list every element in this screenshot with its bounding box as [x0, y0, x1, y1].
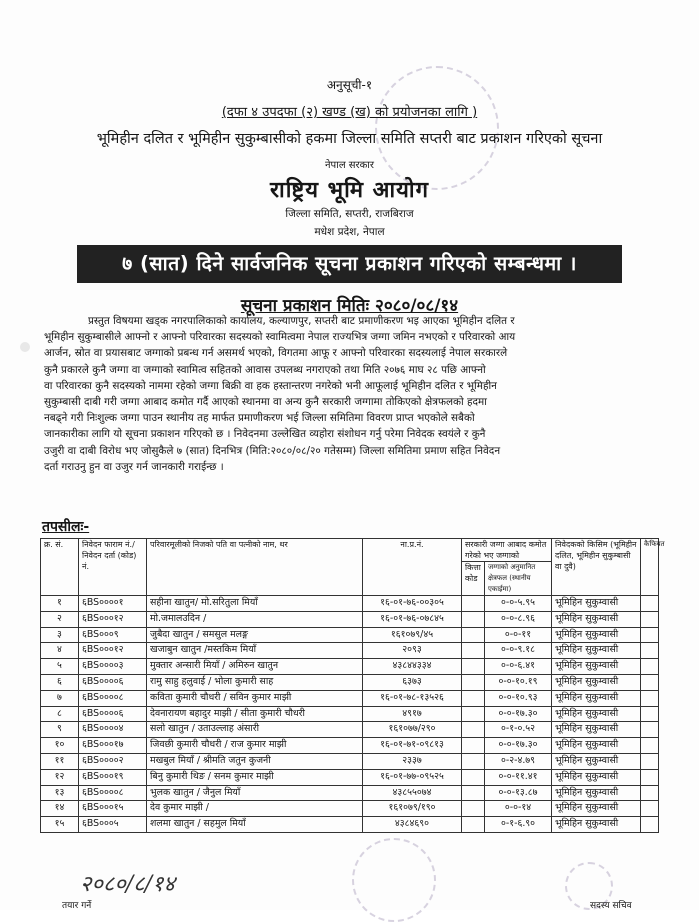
name-cell: देव कुमार माझी /: [147, 801, 363, 817]
area-cell: ०-०-१०.१९: [485, 674, 552, 690]
category-cell: भूमिहिन सुकुम्वासी: [552, 817, 641, 833]
serial-cell: ३: [41, 627, 79, 643]
citizenship-cell: ६३७३: [363, 674, 462, 690]
plot-code-cell: [462, 801, 485, 817]
area-cell: ०-०-१७.३०: [485, 706, 552, 722]
table-row: [41, 674, 659, 690]
application-code-cell: ६BS००००८: [79, 690, 147, 706]
citizenship-cell: १६१०७९/४५: [363, 627, 462, 643]
application-code-cell: ६BS०००१५: [79, 801, 147, 817]
col-land-header: सरकारी जग्गा आबाद कमोत गरेको भए जग्गाको: [462, 539, 552, 562]
plot-code-cell: [462, 722, 485, 738]
table-row: [41, 627, 659, 643]
table-row: [41, 801, 659, 817]
plot-code-cell: [462, 738, 485, 754]
area-cell: ०-०-१०.९३: [485, 690, 552, 706]
citizenship-cell: १६-०१-७७-०९५२५: [363, 769, 462, 785]
category-cell: भूमिहिन सुकुम्वासी: [552, 801, 641, 817]
application-code-cell: ६BS०००१९: [79, 769, 147, 785]
member-secretary-label: सदस्य सचिव: [590, 901, 632, 911]
citizenship-cell: १६१०७७/२९०: [363, 722, 462, 738]
application-code-cell: ६BS०००१२: [79, 643, 147, 659]
application-code-cell: ६BS००००६: [79, 674, 147, 690]
details-heading: तपसीलः-: [42, 519, 90, 535]
table-row: [41, 611, 659, 627]
remarks-cell: [641, 690, 659, 706]
category-cell: भूमिहिन सुकुम्वासी: [552, 596, 641, 612]
col-serial-header: क्र. सं.: [41, 539, 79, 596]
serial-cell: ८: [41, 706, 79, 722]
citizenship-cell: ४३८५५०७४: [363, 785, 462, 801]
category-cell: भूमिहिन सुकुम्वासी: [552, 690, 641, 706]
category-cell: भूमिहिन सुकुम्वासी: [552, 611, 641, 627]
plot-code-cell: [462, 690, 485, 706]
remarks-cell: [641, 627, 659, 643]
remarks-cell: [641, 706, 659, 722]
table-row: [41, 738, 659, 754]
table-row: [41, 690, 659, 706]
remarks-cell: [641, 753, 659, 769]
application-code-cell: ६BS०००९: [79, 627, 147, 643]
bottom-seal: [352, 838, 436, 922]
notice-body: [44, 313, 656, 475]
name-cell: देवनारायण बहादुर माझी / सीता कुमारी चौधरी: [147, 706, 363, 722]
signature: २०८०/८/१४: [80, 872, 175, 897]
body-line: प्रस्तुत विषयमा खड्क नगरपालिकाको कार्यालय, कल्याणपुर, सप्तरी बाट प्रमाणीकरण भइ आएका भूमिहीन दलित र: [88, 315, 515, 327]
table-row: [41, 817, 659, 833]
citizenship-cell: ४३८४४३३४: [363, 659, 462, 675]
table-row: [41, 706, 659, 722]
plot-code-cell: [462, 706, 485, 722]
annex-label: अनुसूची-१: [326, 78, 373, 92]
citizenship-cell: ४९१७: [363, 706, 462, 722]
citizenship-cell: १६-०१-७१-०९८१३: [363, 738, 462, 754]
serial-cell: १२: [41, 769, 79, 785]
serial-cell: १: [41, 596, 79, 612]
table-row: [41, 753, 659, 769]
body-line: जानकारीका लागि यो सूचना प्रकाशन गरिएको छ । निवेदनमा उल्लेखित व्यहोरा संशोधन गर्नु परेमा निवेदक स्वयंले र कुनै: [44, 428, 486, 441]
serial-cell: १४: [41, 801, 79, 817]
remarks-cell: [641, 817, 659, 833]
serial-cell: ५: [41, 659, 79, 675]
name-cell: सहीना खातुन/ मो.सरितुला मियाँ: [147, 596, 363, 612]
plot-code-cell: [462, 611, 485, 627]
body-line: कुनै प्रकारले कुनै जग्गा वा जग्गाको स्वामित्व सहितको आवास उपलब्ध नगराएको तथा मिति २०७६ माघ २८ पछि आफ्नो: [44, 363, 486, 376]
remarks-cell: [641, 801, 659, 817]
application-code-cell: ६BS००००४: [79, 722, 147, 738]
remarks-cell: [641, 738, 659, 754]
citizenship-cell: २०९३: [363, 643, 462, 659]
area-cell: ०-०-५.९५: [485, 596, 552, 612]
application-code-cell: ६BS०००१७: [79, 738, 147, 754]
application-code-cell: ६BS००००८: [79, 785, 147, 801]
category-cell: भूमिहिन सुकुम्वासी: [552, 659, 641, 675]
category-cell: भूमिहिन सुकुम्वासी: [552, 643, 641, 659]
punch-hole: [20, 342, 30, 352]
remarks-cell: [641, 674, 659, 690]
area-cell: ०-०-११.४१: [485, 769, 552, 785]
plot-code-cell: [462, 785, 485, 801]
serial-cell: ९: [41, 722, 79, 738]
applicant-table-body: [41, 596, 659, 833]
remarks-cell: [641, 785, 659, 801]
serial-cell: १३: [41, 785, 79, 801]
name-cell: मुक्तार अन्सारी मियाँ / अमिरुन खातुन: [147, 659, 363, 675]
commission-name: राष्ट्रिय भूमि आयोग: [270, 178, 429, 203]
name-cell: जिवछी कुमारी चौधरी / राज कुमार माझी: [147, 738, 363, 754]
category-cell: भूमिहिन सुकुम्वासी: [552, 627, 641, 643]
rule-reference: (दफा ४ उपदफा (२) खण्ड (ख) को प्रयोजनका लागि ): [221, 105, 478, 120]
government-label: नेपाल सरकार: [325, 160, 374, 171]
col-category-header: निवेदकको किसिम (भूमिहीन दलित, भूमिहीन सुकुम्बासी वा दुवै): [552, 539, 641, 596]
committee-address: जिल्ला समिति, सप्तरी, राजबिराज: [285, 208, 414, 220]
table-row: [41, 769, 659, 785]
prepared-by-label: तयार गर्ने: [62, 901, 92, 911]
category-cell: भूमिहिन सुकुम्वासी: [552, 753, 641, 769]
area-cell: ०-०-९.१८: [485, 643, 552, 659]
col-application-number-header: निवेदन फाराम नं./ निवेदन दर्ता (कोड) नं.: [79, 539, 147, 596]
plot-code-cell: [462, 769, 485, 785]
applicant-table: [40, 538, 665, 833]
category-cell: भूमिहिन सुकुम्वासी: [552, 769, 641, 785]
plot-code-cell: [462, 596, 485, 612]
table-row: [41, 596, 659, 612]
category-cell: भूमिहिन सुकुम्वासी: [552, 722, 641, 738]
plot-code-cell: [462, 753, 485, 769]
table-row: [41, 643, 659, 659]
plot-code-cell: [462, 674, 485, 690]
application-code-cell: ६BS००००६: [79, 706, 147, 722]
category-cell: भूमिहिन सुकुम्वासी: [552, 674, 641, 690]
area-cell: ०-०-१७.३०: [485, 738, 552, 754]
area-cell: ०-०-११: [485, 627, 552, 643]
remarks-cell: [641, 769, 659, 785]
citizenship-cell: १६-०१-७८-१३५२६: [363, 690, 462, 706]
notice-heading: भूमिहीन दलित र भूमिहीन सुकुम्बासीको हकमा जिल्ला समिति सप्तरी बाट प्रकाशन गरिएको सूचना: [96, 131, 603, 147]
notice-title-banner: ७ (सात) दिने सार्वजनिक सूचना प्रकाशन गरिएको सम्बन्धमा ।: [77, 245, 622, 283]
table-row: [41, 785, 659, 801]
name-cell: जुबैदा खातुन / समसुल मलङ्ग: [147, 627, 363, 643]
area-cell: ०-०-१४: [485, 801, 552, 817]
name-cell: खजाबुन खातुन /मस्तकिम मियाँ: [147, 643, 363, 659]
citizenship-cell: १६१०७९/१९०: [363, 801, 462, 817]
application-code-cell: ६BS०००५: [79, 817, 147, 833]
col-citizenship-header: ना.प्र.नं.: [363, 539, 462, 596]
serial-cell: ६: [41, 674, 79, 690]
name-cell: भुलक खातुन / जैनुल मियाँ: [147, 785, 363, 801]
plot-code-cell: [462, 659, 485, 675]
area-cell: ०-०-६.४१: [485, 659, 552, 675]
serial-cell: ७: [41, 690, 79, 706]
table-row: [41, 659, 659, 675]
remarks-cell: [641, 643, 659, 659]
col-plot-header: कित्ता कोड: [462, 562, 485, 596]
name-cell: रामु साहु हलुवाई / भोला कुमारी साह: [147, 674, 363, 690]
area-cell: ०-०-८.९६: [485, 611, 552, 627]
col-name-header: परिवारमूलीको निजको पति वा पत्नीको नाम, थर: [147, 539, 363, 596]
name-cell: मो.जमालउदिन /: [147, 611, 363, 627]
application-code-cell: ६BS००००२: [79, 753, 147, 769]
body-line: सुकुम्बासी दाबी गरी जग्गा आबाद कमोत गर्दै आएको स्थानमा वा अन्य कुनै सरकारी जग्गामा तोकिएको क्षेत्रफलको हदमा: [44, 396, 487, 409]
col-remarks-header: कैफियत: [641, 539, 659, 596]
category-cell: भूमिहिन सुकुम्वासी: [552, 706, 641, 722]
serial-cell: ४: [41, 643, 79, 659]
name-cell: शलमा खातुन / सहमुल मियाँ: [147, 817, 363, 833]
name-cell: बिनु कुमारी थिङ / सनम कुमार माझी: [147, 769, 363, 785]
area-cell: ०-१-०.५२: [485, 722, 552, 738]
area-cell: ०-२-४.७९: [485, 753, 552, 769]
serial-cell: ११: [41, 753, 79, 769]
application-code-cell: ६BS०००१२: [79, 611, 147, 627]
category-cell: भूमिहिन सुकुम्वासी: [552, 738, 641, 754]
citizenship-cell: २३३७: [363, 753, 462, 769]
body-line: वा परिवारका कुनै सदस्यको नाममा रहेको जग्गा बिक्री वा हक हस्तान्तरण नगरेको भनी आफूलाई भूमिहीन दलित र भूमिहीन: [44, 379, 497, 392]
plot-code-cell: [462, 627, 485, 643]
serial-cell: १५: [41, 817, 79, 833]
citizenship-cell: ४३८४६९०: [363, 817, 462, 833]
serial-cell: १०: [41, 738, 79, 754]
application-code-cell: ६BS००००३: [79, 659, 147, 675]
plot-code-cell: [462, 643, 485, 659]
category-cell: भूमिहिन सुकुम्वासी: [552, 785, 641, 801]
publication-date: सूचना प्रकाशन मितिः २०८०/०८/१४: [240, 296, 459, 316]
province-label: मधेश प्रदेश, नेपाल: [314, 226, 385, 238]
citizenship-cell: १६-०१-७६-००३०५: [363, 596, 462, 612]
body-line: आर्जन, स्रोत वा प्रयासबाट जग्गाको प्रबन्ध गर्न असमर्थ भएको, विगतमा आफू र आफ्नो परिवारका सदस्यलाई नेपाल सरकारले: [44, 347, 508, 360]
application-code-cell: ६BS००००१: [79, 596, 147, 612]
table-row: [41, 722, 659, 738]
citizenship-cell: १६-०१-७६-०७८४५: [363, 611, 462, 627]
body-line: भूमिहीन सुकुम्बासीले आफ्नो र आफ्नो परिवारका सदस्यको स्वामित्वमा नेपाल राज्यभित्र जग्गा जमिन नभएको र परिवारको आय: [44, 331, 516, 344]
remarks-cell: [641, 722, 659, 738]
area-cell: ०-१-६.९०: [485, 817, 552, 833]
remarks-cell: [641, 596, 659, 612]
col-area-header: जग्गाको अनुमानित क्षेत्रफल (स्थानीय एकाईमा): [485, 562, 552, 596]
name-cell: कविता कुमारी चौधरी / सविन कुमार माझी: [147, 690, 363, 706]
remarks-cell: [641, 659, 659, 675]
body-line: दर्ता गराउनु हुन वा उजुर गर्न जानकारी गराईन्छ ।: [44, 460, 224, 473]
name-cell: मखबुल मियाँ / श्रीमति जतुन कुजनी: [147, 753, 363, 769]
name-cell: सलो खातुन / उताउल्लाह अंसारी: [147, 722, 363, 738]
plot-code-cell: [462, 817, 485, 833]
area-cell: ०-०-१३.८७: [485, 785, 552, 801]
body-line: नबढ्ने गरी निःशुल्क जग्गा पाउन स्थानीय तह मार्फत प्रमाणीकरण भई जिल्ला समितिमा विवरण प्राप्त भएकोले सबैको: [44, 412, 475, 425]
body-line: उजुरी वा दाबी विरोध भए जोसुकैले ७ (सात) दिनभित्र (मिति:२०८०/०८/२० गतेसम्म) जिल्ला समितिमा प्रमाण सहित निवेदन: [44, 444, 501, 457]
remarks-cell: [641, 611, 659, 627]
serial-cell: २: [41, 611, 79, 627]
